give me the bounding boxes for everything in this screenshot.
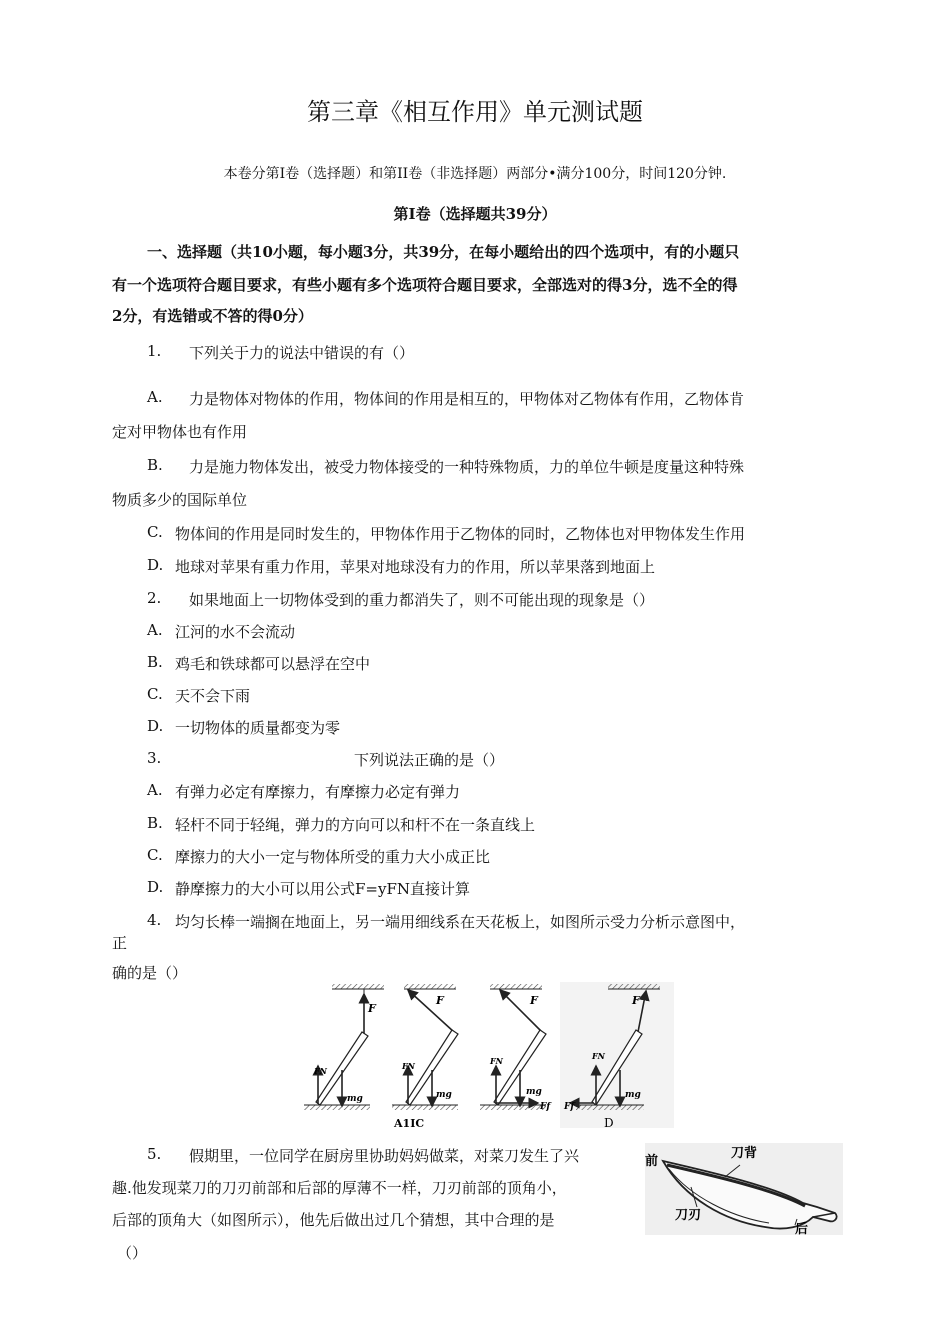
q4-label-f-c: F xyxy=(530,994,538,1007)
page-title: 第三章《相互作用》单元测试题 xyxy=(307,98,643,126)
instructions-line-3: 2分，有选错或不答的得0分） xyxy=(112,307,313,325)
instructions-line-1: 一、选择题（共10小题，每小题3分，共39分，在每小题给出的四个选项中，有的小题只 xyxy=(147,243,740,261)
q3-option-a-label: A. xyxy=(147,781,163,799)
q3-number: 3. xyxy=(147,749,162,767)
q4-label-fn-d: FN xyxy=(592,1051,605,1061)
q2-option-d: 一切物体的质量都变为零 xyxy=(175,719,341,737)
q3-option-b-label: B. xyxy=(147,814,163,832)
q2-option-b-label: B. xyxy=(147,653,163,671)
q5-label-rear: 后 xyxy=(795,1222,809,1235)
q5-label-blade-back: 刀背 xyxy=(731,1146,758,1161)
q4-label-mg-a: mg xyxy=(347,1094,363,1104)
q4-label-fn-c: FN xyxy=(490,1056,503,1066)
q1-option-b-label: B. xyxy=(147,456,163,474)
q5-stem-line2: 趣.他发现菜刀的刀刃前部和后部的厚薄不一样，刀刃前部的顶角小， xyxy=(112,1179,567,1197)
q5-label-front: 前 xyxy=(645,1154,659,1169)
q4-label-mg-c: mg xyxy=(526,1087,542,1097)
q2-option-d-label: D. xyxy=(147,717,164,735)
q4-stem: 均匀长棒一端搁在地面上，另一端用细线系在天花板上，如图所示受力分析示意图中， xyxy=(175,913,746,931)
q1-option-b-line1: 力是施力物体发出，被受力物体接受的一种特殊物质，力的单位牛顿是度量这种特殊 xyxy=(189,458,745,476)
q4-stem-tail: 正 xyxy=(112,934,128,952)
q3-option-d-label: D. xyxy=(147,878,164,896)
q4-label-mg-b: mg xyxy=(436,1090,452,1100)
q2-option-c: 天不会下雨 xyxy=(175,687,251,705)
q3-option-a: 有弹力必定有摩擦力，有摩擦力必定有弹力 xyxy=(175,783,461,801)
q1-option-a-line2: 定对甲物体也有作用 xyxy=(112,423,248,441)
q1-option-c: 物体间的作用是同时发生的，甲物体作用于乙物体的同时，乙物体也对甲物体发生作用 xyxy=(175,525,746,543)
instructions-line-2: 有一个选项符合题目要求，有些小题有多个选项符合题目要求，全部选对的得3分，选不全的得 xyxy=(112,276,738,294)
q1-option-b-line2: 物质多少的国际单位 xyxy=(112,491,248,509)
q4-caption-d: D xyxy=(604,1116,614,1128)
q3-stem: 下列说法正确的是（） xyxy=(354,751,505,769)
q2-option-b: 鸡毛和铁球都可以悬浮在空中 xyxy=(175,655,371,673)
q4-caption-abc: A1IC xyxy=(394,1117,425,1128)
q2-stem: 如果地面上一切物体受到的重力都消失了，则不可能出现的现象是（） xyxy=(189,591,655,609)
q1-option-d: 地球对苹果有重力作用，苹果对地球没有力的作用，所以苹果落到地面上 xyxy=(175,558,656,576)
q4-label-f-a: F xyxy=(368,1002,376,1015)
q4-label-ff-d: Ff xyxy=(564,1102,575,1112)
q3-option-b: 轻杆不同于轻绳，弹力的方向可以和杆不在一条直线上 xyxy=(175,816,536,834)
q4-label-fn-a: FN xyxy=(314,1066,327,1076)
q3-option-c-label: C. xyxy=(147,846,163,864)
q2-option-a-label: A. xyxy=(147,621,163,639)
q1-option-a-label: A. xyxy=(147,388,163,406)
q5-stem-line4: （） xyxy=(117,1244,148,1262)
exam-intro: 本卷分第Ⅰ卷（选择题）和第II卷（非选择题）两部分•满分100分，时间120分钟. xyxy=(223,166,727,182)
q5-label-blade-edge: 刀刃 xyxy=(675,1208,702,1223)
q4-label-ff-c: Ff xyxy=(540,1102,551,1112)
section-heading: 第Ⅰ卷（选择题共39分） xyxy=(393,205,557,223)
q4-label-fn-b: FN xyxy=(402,1061,415,1071)
q1-option-c-label: C. xyxy=(147,523,163,541)
q1-option-a-line1: 力是物体对物体的作用，物体间的作用是相互的，甲物体对乙物体有作用，乙物体肯 xyxy=(189,390,745,408)
q4-stem-line2: 确的是（） xyxy=(112,964,188,982)
q1-stem: 下列关于力的说法中错误的有（） xyxy=(189,344,415,362)
q5-stem-line3: 后部的顶角大（如图所示），他先后做出过几个猜想，其中合理的是 xyxy=(112,1211,555,1229)
q2-option-c-label: C. xyxy=(147,685,163,703)
q4-label-f-b: F xyxy=(436,994,444,1007)
q4-label-f-d: F xyxy=(632,994,640,1007)
q5-number: 5. xyxy=(147,1145,162,1163)
q5-knife-figure xyxy=(645,1143,843,1235)
q3-option-d: 静摩擦力的大小可以用公式F=yFN直接计算 xyxy=(175,880,470,898)
q1-number: 1. xyxy=(147,342,162,360)
q1-option-d-label: D. xyxy=(147,556,164,574)
q2-option-a: 江河的水不会流动 xyxy=(175,623,296,641)
q3-option-c: 摩擦力的大小一定与物体所受的重力大小成正比 xyxy=(175,848,491,866)
q5-stem-line1: 假期里，一位同学在厨房里协助妈妈做菜，对菜刀发生了兴 xyxy=(189,1147,580,1165)
q4-number: 4. xyxy=(147,911,162,929)
q4-label-mg-d: mg xyxy=(625,1090,641,1100)
q4-force-diagrams xyxy=(302,982,674,1128)
q2-number: 2. xyxy=(147,589,162,607)
